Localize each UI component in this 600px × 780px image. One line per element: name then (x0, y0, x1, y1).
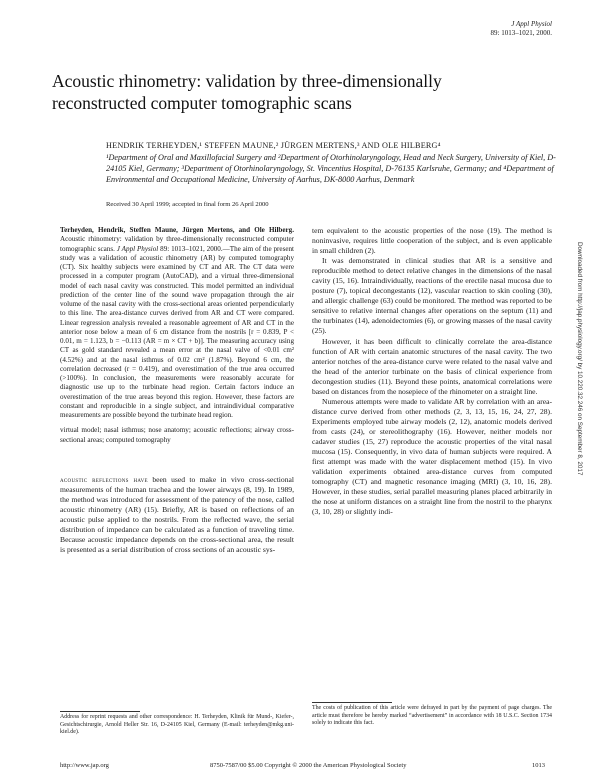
page-number: 1013 (532, 762, 545, 769)
article-title: Acoustic rhinometry: validation by three-dimensionally reconstructed computer tomographic scans (52, 71, 442, 113)
left-column (60, 226, 294, 555)
received-dates: Received 30 April 1999; accepted in final form 26 April 2000 (106, 201, 269, 208)
footnote-costs: The costs of publication of this article were defrayed in part by the payment of page charges. The article must therefore be hereby marked “advertisement” in accordance with 18 U.S.C. Section 1734 solely to indicate this fact. (312, 705, 552, 726)
abstract-citation-title: Acoustic rhinometry: validation by three-dimensionally reconstructed computer tomographic scans. (60, 235, 294, 253)
author-block (106, 140, 556, 185)
footnote-address: Address for reprint requests and other correspondence: H. Terheyden, Klinik für Mund-, Kiefer-, Gesichtschirurgie, Arnold Heller Str. 16, D-24105 Kiel, Germany (E-mail: terheyden@mkg.uni-kiel.de). (60, 714, 294, 735)
download-watermark-text: Downloaded from http://jap.physiology.org/ by 10.220.32.246 on September 8, 2017 (576, 242, 583, 476)
journal-header (491, 20, 552, 38)
right-column (312, 226, 552, 517)
abstract-journal: J Appl Physiol (116, 244, 159, 253)
keywords: virtual model; nasal isthmus; nose anatomy; acoustic reflections; airway cross-sectional areas; computed tomography (60, 426, 294, 444)
download-watermark (575, 242, 583, 542)
intro-text: been used to make in vivo cross-sectional measurements of the human trachea and the lower airways (8, 19). In 1989, the method was introduced for assessment of the patency of the nose, called acoustic rhinometry (AR) (15). Briefly, AR is based on reflections of an acoustic pulse applied to the nostrils. From the reflected wave, the serial distribution of impedance can be calculated as a function of traveling time. Because acoustic impedance depends on the cross-sectional area, the result is presented as a serial distribution of cross sections of an acoustic sys- (60, 474, 294, 555)
intro-paragraph (60, 475, 294, 555)
right-paragraph-3: However, it has been difficult to clinically correlate the area-distance function of AR with certain anatomic structures of the nasal cavity. The two anterior notches of the area-distance curve were related to the nasal valve and the head of the anterior turbinate on the basis of clinical experience from decongestion studies (11). Beyond these points, anatomical correlations were based on distances from the nosepiece of the rhinometer on a straight line. (312, 336, 552, 396)
journal-citation: 89: 1013–1021, 2000. (490, 29, 552, 37)
footer-url[interactable]: http://www.jap.org (60, 762, 109, 769)
affiliations: ¹Department of Oral and Maxillofacial Surgery and ²Department of Otorhinolaryngology, Head and Neck Surgery, University of Kiel, D-24105 Kiel, Germany; ³Department of Otorhinolaryngology, St. Vincentius Hospital, D-76135 Karlsruhe, Germany; and ⁴Department of Environmental and Occupational Medicine, University of Aarhus, DK-8000 Aarhus, Denmark (106, 153, 556, 184)
abstract-lead: Terheyden, Hendrik, Steffen Maune, Jürgen Mertens, and Ole Hilberg. (60, 226, 294, 234)
footnote-divider-left (60, 711, 140, 712)
right-paragraph-4: Numerous attempts were made to validate AR by correlation with an area-distance curve derived from other methods (2, 3, 13, 15, 16, 24, 27, 28). Experiments employed tube airway models (2, 12), anatomic models derived from casts (24), or stereolithography (16). However, neither models nor cadaver studies (15, 27) reproduce the acoustic properties of the vital nasal mucosa (15). Consequently, in vivo data of human subjects were required. A first attempt was made with the water displacement method (15). In vivo validation experiments obtained area-distance curves from computed tomography (CT) and magnetic resonance imaging (MRI) (3, 10, 16, 28). However, in these studies, serial parallel measuring planes placed arbitrarily in the nose at uniform distances on a straight line from the nostril to the pharynx (3, 10, 28) or slightly indi- (312, 396, 552, 517)
right-paragraph-2: It was demonstrated in clinical studies that AR is a sensitive and reproducible method to detect relative changes in the dimensions of the nasal cavity (15, 16). Intraindividually, reactions of the erectile nasal mucosa due to posture (7), topical decongestants (12), vascular reaction to skin cooling (30), and allergic challenge (63) could be monitored. The method was reported to be sensitive to relative internal changes after operations on the septum (11) and the turbinates (14), adenoidectomies (6), or growing masses of the nasal cavity (25). (312, 256, 552, 336)
footer-copyright: 8750-7587/00 $5.00 Copyright © 2000 the American Physiological Society (210, 762, 407, 769)
journal-name: J Appl Physiol (511, 20, 552, 28)
right-paragraph-1: tem equivalent to the acoustic properties of the nose (19). The method is noninvasive, requires little cooperation of the subject, and is even applicable in small children (2). (312, 226, 552, 256)
abstract (60, 226, 294, 420)
intro-smallcaps: acoustic reflections have (60, 474, 148, 484)
abstract-body: The aim of the present study was a validation of acoustic rhinometry (AR) by computed tomography (CT). Six healthy subjects were examined by CT and AR. The CT data were processed in a computer program (AutoCAD), and a virtual three-dimensional model of each nasal cavity was constructed. This model permitted an individual prediction of the center line of the sound wave propagation through the air volume of the nasal cavity with the cross-sectional areas oriented perpendicularly to this line. The area-distance curves derived from AR and CT were compared. Linear regression analysis revealed a reasonable agreement of AR and CT in the anterior nose below a mean of 6 cm distance from the nostrils [r = 0.839, P < 0.01, m = 1.123, b = −0.113 (AR = m × CT + b)]. The measuring accuracy using CT as gold standard revealed a mean error at the nasal valve of <0.01 cm² (4.52%) and at the nasal isthmus of 0.02 cm² (1.87%). Beyond 6 cm, the correlation decreased (r = 0.419), and overestimation of the true area occurred (>100%). In conclusion, the measurements were reasonably accurate for diagnostic use up to the turbinate head region. Certain factors induce an overestimation of the true areas beyond this region. However, these factors are constant and reproducible in a single subject, and intraindividual comparative measurements are possible beyond the turbinate head region. (60, 244, 294, 419)
abstract-volume: 89: 1013–1021, 2000.— (160, 244, 230, 253)
author-names: HENDRIK TERHEYDEN,¹ STEFFEN MAUNE,² JÜRGEN MERTENS,³ AND OLE HILBERG⁴ (106, 141, 441, 150)
footnote-divider-right (312, 702, 392, 703)
